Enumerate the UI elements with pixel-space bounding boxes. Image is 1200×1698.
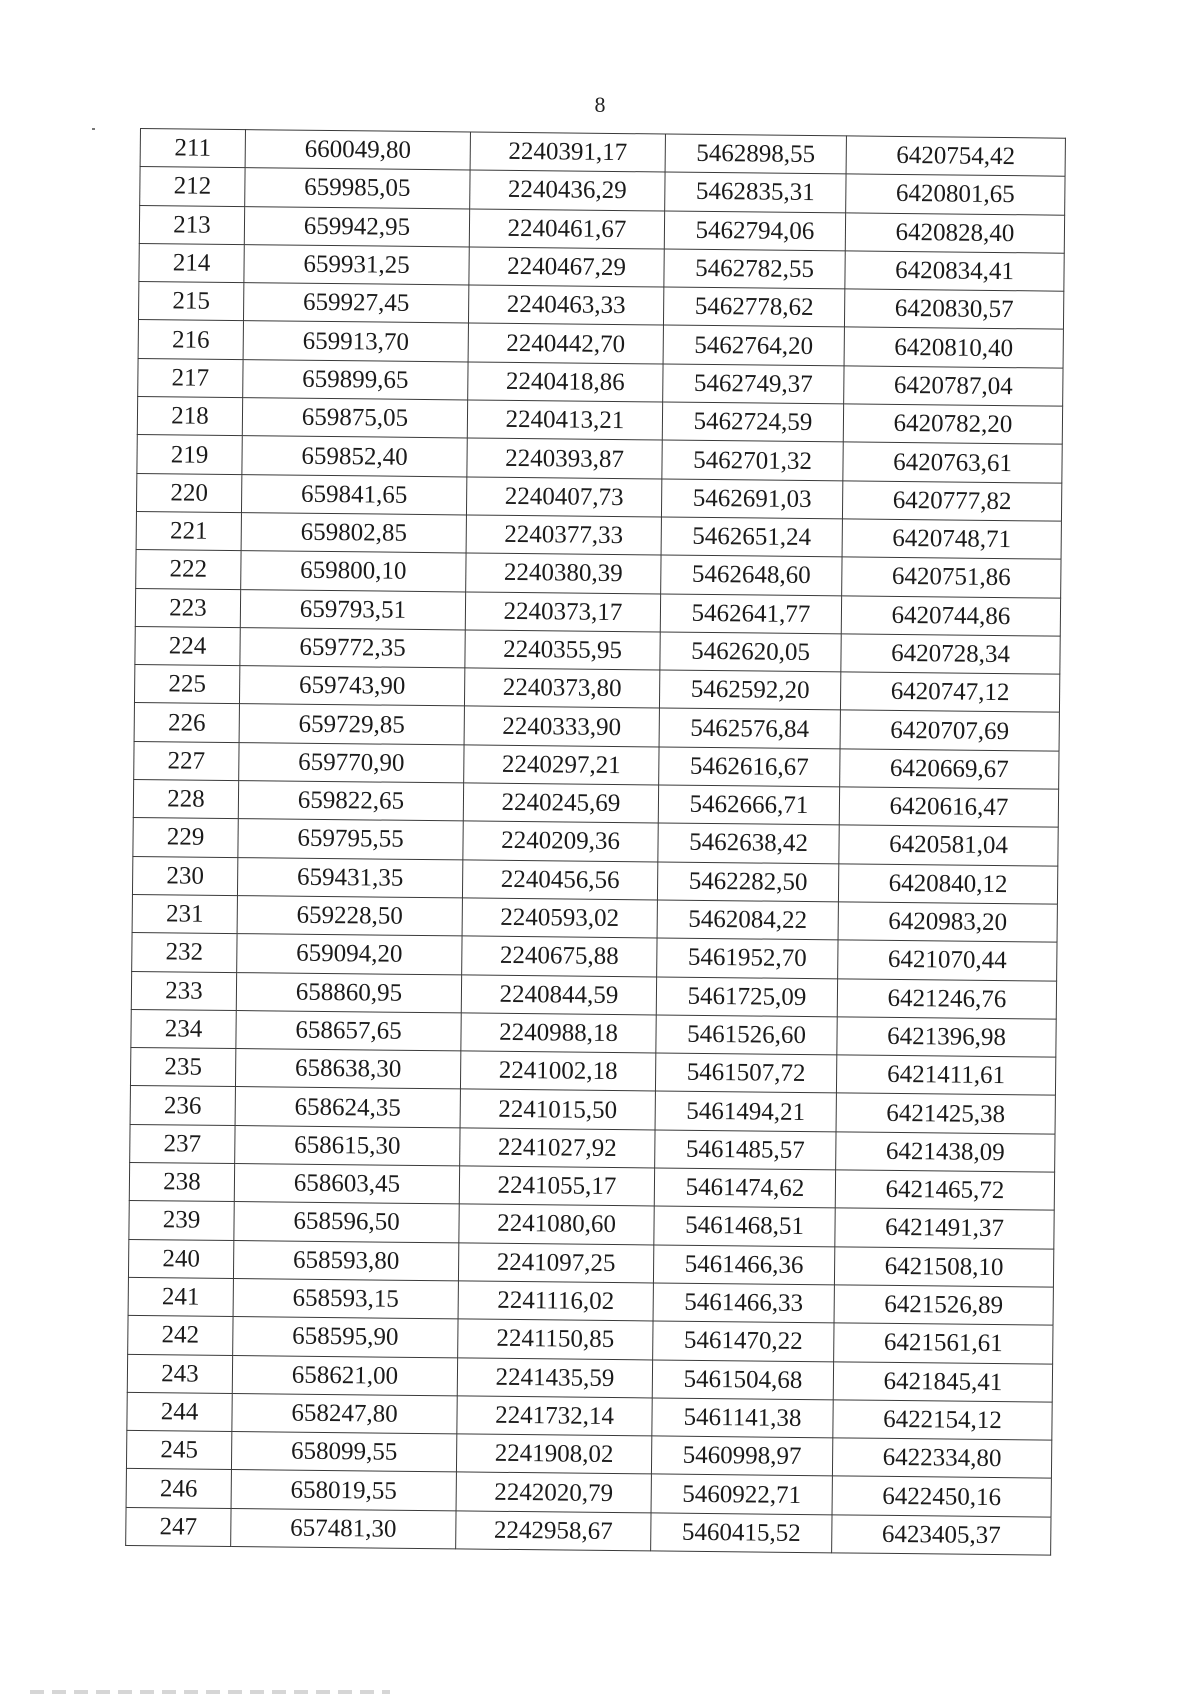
point-number-cell: 232 (132, 933, 237, 972)
coord-x2-cell: 5461466,33 (653, 1283, 834, 1323)
point-number-cell: 218 (137, 397, 242, 436)
coord-y1-cell: 2240418,86 (468, 362, 663, 402)
coord-x1-cell: 659729,85 (239, 704, 464, 745)
coord-y1-cell: 2240393,87 (467, 438, 662, 478)
point-number-cell: 241 (128, 1277, 233, 1316)
coord-x1-cell: 659852,40 (242, 436, 467, 477)
coord-x2-cell: 5462282,50 (657, 862, 838, 902)
coord-x1-cell: 659431,35 (237, 857, 462, 898)
coord-y2-cell: 6421526,89 (834, 1285, 1053, 1326)
coord-x2-cell: 5462898,55 (665, 134, 846, 174)
point-number-cell: 216 (138, 320, 243, 359)
coord-y2-cell: 6421246,76 (837, 978, 1056, 1019)
coord-x1-cell: 658099,55 (231, 1432, 456, 1473)
coord-x2-cell: 5462084,22 (657, 900, 838, 940)
coord-x2-cell: 5462666,71 (658, 785, 839, 825)
coord-y2-cell: 6420787,04 (844, 366, 1063, 407)
coord-y1-cell: 2240391,17 (470, 132, 665, 172)
coord-y2-cell: 6423405,37 (832, 1515, 1051, 1556)
coord-y1-cell: 2240413,21 (467, 400, 662, 440)
coord-y2-cell: 6420801,65 (846, 174, 1065, 215)
coord-x2-cell: 5460998,97 (651, 1436, 832, 1476)
coord-x2-cell: 5460922,71 (651, 1474, 832, 1514)
coord-x1-cell: 658596,50 (234, 1202, 459, 1243)
coord-y1-cell: 2240377,33 (466, 515, 661, 555)
coord-x1-cell: 659875,05 (242, 398, 467, 439)
coord-y2-cell: 6420810,40 (844, 327, 1063, 368)
point-number-cell: 226 (134, 703, 239, 742)
coord-y1-cell: 2240297,21 (464, 745, 659, 785)
coord-y2-cell: 6421465,72 (835, 1170, 1054, 1211)
point-number-cell: 246 (126, 1469, 231, 1508)
point-number-cell: 243 (127, 1354, 232, 1393)
point-number-cell: 211 (140, 129, 245, 168)
point-number-cell: 222 (136, 550, 241, 589)
coord-y2-cell: 6421438,09 (836, 1132, 1055, 1173)
coord-y2-cell: 6420669,67 (840, 749, 1059, 790)
coord-y1-cell: 2241150,85 (458, 1319, 653, 1359)
coord-x2-cell: 5462724,59 (662, 402, 843, 442)
coord-x2-cell: 5461526,60 (656, 1015, 837, 1055)
coord-y1-cell: 2240442,70 (468, 323, 663, 363)
coord-x2-cell: 5462620,05 (660, 632, 841, 672)
coord-x1-cell: 659942,95 (244, 206, 469, 247)
point-number-cell: 219 (137, 435, 242, 474)
coord-x2-cell: 5460415,52 (651, 1513, 832, 1553)
coord-x2-cell: 5462638,42 (658, 823, 839, 863)
point-number-cell: 239 (129, 1201, 234, 1240)
coord-y2-cell: 6422334,80 (832, 1438, 1051, 1479)
coord-y1-cell: 2240463,33 (468, 285, 663, 325)
coord-x2-cell: 5462835,31 (665, 172, 846, 212)
coord-x2-cell: 5461470,22 (653, 1321, 834, 1361)
coord-x1-cell: 659772,35 (240, 627, 465, 668)
coord-x1-cell: 659795,55 (238, 819, 463, 860)
point-number-cell: 229 (133, 818, 238, 857)
page-number: 8 (594, 92, 606, 117)
coord-y2-cell: 6420707,69 (840, 710, 1059, 751)
coord-y2-cell: 6421491,37 (835, 1208, 1054, 1249)
point-number-cell: 223 (135, 588, 240, 627)
coord-x1-cell: 659770,90 (239, 742, 464, 783)
coord-x2-cell: 5462651,24 (661, 517, 842, 557)
coord-y1-cell: 2240988,18 (461, 1013, 656, 1053)
coord-x1-cell: 659841,65 (241, 474, 466, 515)
coord-y2-cell: 6420828,40 (845, 212, 1064, 253)
coord-y1-cell: 2240380,39 (466, 553, 661, 593)
coordinates-table-body (126, 129, 1066, 1556)
coord-x1-cell: 658615,30 (235, 1125, 460, 1166)
coord-x1-cell: 659228,50 (237, 896, 462, 937)
coord-y1-cell: 2240209,36 (463, 821, 658, 861)
point-number-cell: 215 (138, 282, 243, 321)
coord-x2-cell: 5462794,06 (664, 211, 845, 251)
coord-y1-cell: 2242020,79 (456, 1472, 651, 1512)
coord-x2-cell: 5462616,67 (659, 747, 840, 787)
point-number-cell: 213 (139, 205, 244, 244)
coord-x1-cell: 658638,30 (235, 1049, 460, 1090)
coord-y2-cell: 6421396,98 (837, 1017, 1056, 1058)
coord-x2-cell: 5462648,60 (661, 555, 842, 595)
coord-x1-cell: 660049,80 (245, 130, 470, 171)
coord-x2-cell: 5461494,21 (655, 1091, 836, 1131)
coord-x2-cell: 5462749,37 (663, 364, 844, 404)
coord-y2-cell: 6422154,12 (833, 1400, 1052, 1441)
coord-y1-cell: 2241435,59 (457, 1357, 652, 1397)
coord-y2-cell: 6420983,20 (838, 902, 1057, 943)
coord-y2-cell: 6420747,12 (840, 672, 1059, 713)
coord-y2-cell: 6421845,41 (833, 1361, 1052, 1402)
coord-y1-cell: 2240461,67 (469, 209, 664, 249)
coord-y1-cell: 2240373,17 (465, 591, 660, 631)
coord-y2-cell: 6420830,57 (844, 289, 1063, 330)
coord-x2-cell: 5461725,09 (656, 976, 837, 1016)
point-number-cell: 240 (128, 1239, 233, 1278)
coord-x1-cell: 657481,30 (231, 1508, 456, 1549)
point-number-cell: 237 (130, 1124, 235, 1163)
coord-y1-cell: 2240844,59 (461, 974, 656, 1014)
coord-x2-cell: 5462641,77 (660, 594, 841, 634)
coord-x2-cell: 5461952,70 (657, 938, 838, 978)
coord-x2-cell: 5462764,20 (663, 325, 844, 365)
coord-y2-cell: 6421561,61 (834, 1323, 1053, 1364)
point-number-cell: 212 (140, 167, 245, 206)
coord-y2-cell: 6420782,20 (843, 404, 1062, 445)
coord-x1-cell: 659985,05 (245, 168, 470, 209)
coordinates-table (125, 128, 1066, 1556)
coord-x1-cell: 659913,70 (243, 321, 468, 362)
coord-y1-cell: 2240456,56 (462, 860, 657, 900)
point-number-cell: 236 (130, 1086, 235, 1125)
point-number-cell: 217 (138, 358, 243, 397)
coord-x2-cell: 5461466,36 (653, 1245, 834, 1285)
coord-x2-cell: 5461485,57 (655, 1130, 836, 1170)
point-number-cell: 225 (134, 665, 239, 704)
coord-y2-cell: 6420728,34 (841, 634, 1060, 675)
point-number-cell: 235 (130, 1048, 235, 1087)
coord-x1-cell: 659094,20 (237, 934, 462, 975)
coord-y2-cell: 6420840,12 (838, 863, 1057, 904)
coord-y1-cell: 2241015,50 (460, 1089, 655, 1129)
coord-x1-cell: 658621,00 (232, 1355, 457, 1396)
coord-x1-cell: 659927,45 (243, 283, 468, 324)
point-number-cell: 230 (132, 856, 237, 895)
coord-y1-cell: 2240675,88 (462, 936, 657, 976)
coord-y1-cell: 2240593,02 (462, 898, 657, 938)
point-number-cell: 224 (135, 626, 240, 665)
coord-x1-cell: 658247,80 (232, 1393, 457, 1434)
coord-x1-cell: 659931,25 (244, 244, 469, 285)
coord-x2-cell: 5461504,68 (652, 1359, 833, 1399)
coord-y1-cell: 2241116,02 (458, 1281, 653, 1321)
coord-x2-cell: 5462701,32 (662, 440, 843, 480)
coord-x2-cell: 5462576,84 (659, 708, 840, 748)
coord-x2-cell: 5461507,72 (655, 1053, 836, 1093)
coord-x2-cell: 5462782,55 (664, 249, 845, 289)
coord-x2-cell: 5462778,62 (663, 287, 844, 327)
coord-x1-cell: 659822,65 (238, 781, 463, 822)
point-number-cell: 220 (136, 473, 241, 512)
coord-y1-cell: 2240333,90 (464, 706, 659, 746)
coord-y1-cell: 2240407,73 (466, 477, 661, 517)
coord-x1-cell: 658657,65 (236, 1010, 461, 1051)
coord-y2-cell: 6420616,47 (839, 787, 1058, 828)
coord-y2-cell: 6420777,82 (842, 481, 1061, 522)
coord-y2-cell: 6421411,61 (836, 1055, 1055, 1096)
coord-y2-cell: 6421070,44 (838, 940, 1057, 981)
scan-artifact-dot (92, 128, 95, 130)
coord-y1-cell: 2240373,80 (464, 668, 659, 708)
coord-x1-cell: 659800,10 (241, 551, 466, 592)
point-number-cell: 227 (134, 741, 239, 780)
coord-y2-cell: 6421425,38 (836, 1093, 1055, 1134)
coord-y2-cell: 6422450,16 (832, 1476, 1051, 1517)
point-number-cell: 242 (128, 1316, 233, 1355)
coord-y1-cell: 2240245,69 (463, 783, 658, 823)
coord-x1-cell: 658860,95 (236, 972, 461, 1013)
coord-y2-cell: 6420763,61 (843, 442, 1062, 483)
point-number-cell: 221 (136, 511, 241, 550)
coord-x1-cell: 659743,90 (239, 666, 464, 707)
coord-y2-cell: 6420748,71 (842, 519, 1061, 560)
coord-y2-cell: 6420744,86 (841, 595, 1060, 636)
coord-x1-cell: 659793,51 (240, 589, 465, 630)
coord-x1-cell: 658624,35 (235, 1087, 460, 1128)
coord-y2-cell: 6420581,04 (839, 825, 1058, 866)
coord-y2-cell: 6421508,10 (834, 1246, 1053, 1287)
coord-y2-cell: 6420751,86 (842, 557, 1061, 598)
coord-x2-cell: 5461141,38 (652, 1398, 833, 1438)
point-number-cell: 233 (131, 971, 236, 1010)
coord-y1-cell: 2241002,18 (460, 1051, 655, 1091)
coord-y1-cell: 2241908,02 (456, 1434, 651, 1474)
scan-artifact-footer (30, 1690, 390, 1694)
point-number-cell: 238 (129, 1162, 234, 1201)
coord-x1-cell: 658019,55 (231, 1470, 456, 1511)
coord-x1-cell: 658603,45 (234, 1164, 459, 1205)
coord-x1-cell: 658595,90 (233, 1317, 458, 1358)
coord-x2-cell: 5462592,20 (659, 670, 840, 710)
coord-x2-cell: 5462691,03 (661, 479, 842, 519)
coord-x1-cell: 658593,80 (233, 1240, 458, 1281)
coord-x1-cell: 658593,15 (233, 1278, 458, 1319)
coord-y1-cell: 2241027,92 (460, 1128, 655, 1168)
point-number-cell: 231 (132, 894, 237, 933)
point-number-cell: 234 (131, 1009, 236, 1048)
coord-y2-cell: 6420834,41 (845, 251, 1064, 292)
point-number-cell: 228 (133, 780, 238, 819)
coord-y1-cell: 2240467,29 (469, 247, 664, 287)
coord-x1-cell: 659802,85 (241, 513, 466, 554)
coord-y1-cell: 2241097,25 (458, 1243, 653, 1283)
coord-y1-cell: 2242958,67 (456, 1511, 651, 1551)
coord-x1-cell: 659899,65 (243, 359, 468, 400)
point-number-cell: 244 (127, 1392, 232, 1431)
coord-y2-cell: 6420754,42 (846, 136, 1065, 177)
coord-y1-cell: 2241080,60 (459, 1204, 654, 1244)
point-number-cell: 245 (126, 1431, 231, 1470)
coord-y1-cell: 2240436,29 (470, 170, 665, 210)
coord-y1-cell: 2241732,14 (457, 1396, 652, 1436)
point-number-cell: 247 (126, 1507, 231, 1546)
coord-y1-cell: 2241055,17 (459, 1166, 654, 1206)
coord-x2-cell: 5461474,62 (654, 1168, 835, 1208)
point-number-cell: 214 (139, 243, 244, 282)
coord-x2-cell: 5461468,51 (654, 1206, 835, 1246)
coord-y1-cell: 2240355,95 (465, 630, 660, 670)
coordinates-table-container (125, 128, 1060, 1556)
